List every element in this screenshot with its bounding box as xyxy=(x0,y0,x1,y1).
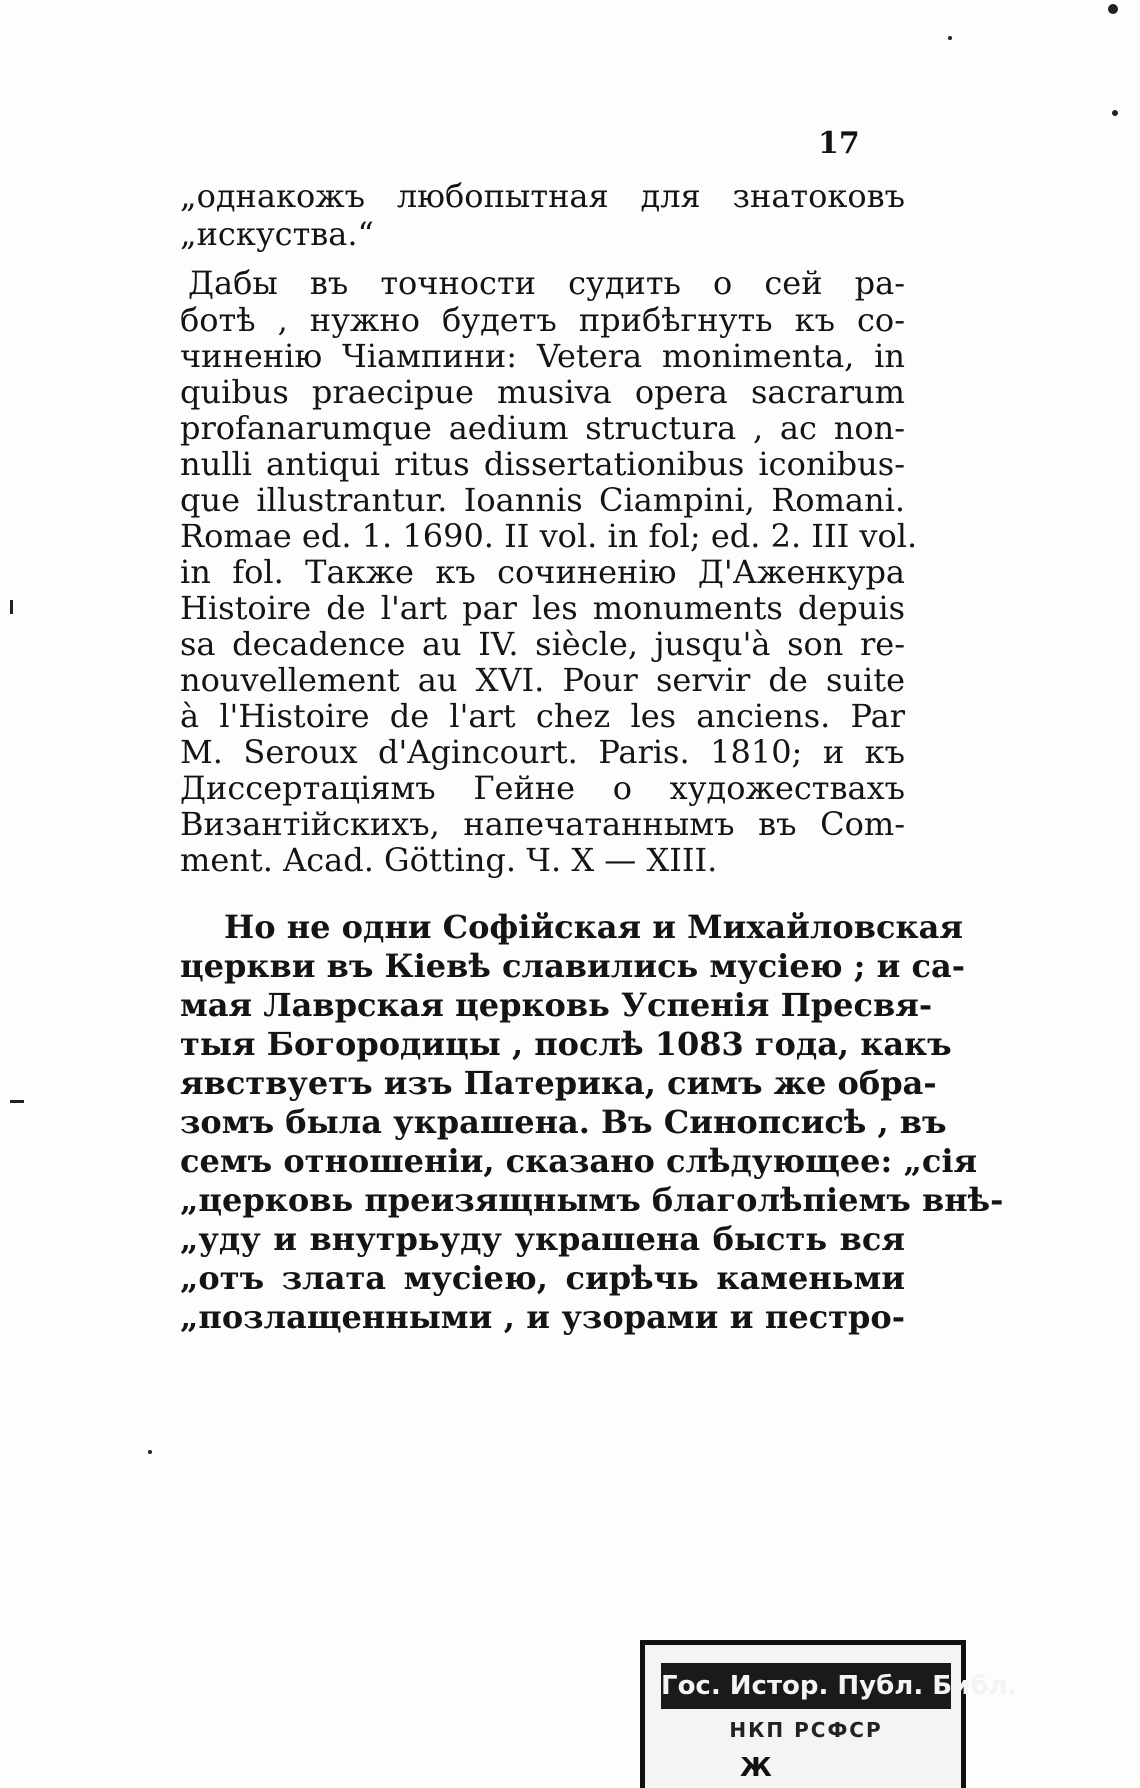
text-line: Но не одни Софійская и Михайловская xyxy=(224,908,963,946)
text-line: семъ отношеніи, сказано слѣдующее: „сія xyxy=(180,1142,978,1180)
text-line: à l'Histoire de l'art chez les anciens. Par xyxy=(180,697,905,735)
scan-speck xyxy=(10,1100,24,1103)
text-line: nulli antiqui ritus dissertationibus iconibus- xyxy=(180,445,905,483)
text-line: Византійскихъ, напечатаннымъ въ Com- xyxy=(180,805,905,843)
stamp-line-1: Гос. Истор. Публ. Библ. xyxy=(661,1663,951,1709)
text-line: церкви въ Кіевѣ славились мусіею ; и са- xyxy=(180,947,965,985)
text-line: in fol. Также къ сочиненію Д'Аженкура xyxy=(180,553,905,591)
text-line: M. Seroux d'Agincourt. Paris. 1810; и къ xyxy=(180,733,905,771)
text-line: зомъ была украшена. Въ Синопсисѣ , въ xyxy=(180,1103,947,1141)
stamp-mark: Ж xyxy=(740,1753,772,1783)
text-line: „позлащенными , и узорами и пестро- xyxy=(180,1298,905,1336)
scan-speck xyxy=(10,600,13,614)
text-line: ment. Acad. Götting. Ч. X — XIII. xyxy=(180,841,718,879)
text-line: ботѣ , нужно будетъ прибѣгнуть къ со- xyxy=(180,301,905,339)
text-line: „однакожъ любопытная для знатоковъ xyxy=(180,177,905,215)
scan-speck xyxy=(1112,110,1118,116)
text-line: „искуства.“ xyxy=(180,215,374,253)
page-number: 17 xyxy=(818,126,860,161)
text-line: quibus praecipue musiva opera sacrarum xyxy=(180,373,905,411)
text-line: que illustrantur. Ioannis Ciampini, Romani. xyxy=(180,481,905,519)
text-line: чиненію Чіампини: Vetera monimenta, in xyxy=(180,337,905,375)
text-line: „уду и внутрьуду украшена бысть вся xyxy=(180,1220,905,1258)
text-line: явствуетъ изъ Патерика, симъ же обра- xyxy=(180,1064,937,1102)
text-line: „церковь преизящнымъ благолѣпіемъ внѣ- xyxy=(180,1181,1004,1219)
scan-speck xyxy=(148,1450,152,1454)
text-line: Histoire de l'art par les monuments depuis xyxy=(180,589,905,627)
text-line: мая Лаврская церковь Успенія Пресвя- xyxy=(180,986,933,1024)
text-line: тыя Богородицы , послѣ 1083 года, какъ xyxy=(180,1025,952,1063)
text-line: Диссертаціямъ Гейне о художествахъ xyxy=(180,769,905,807)
scan-speck xyxy=(1108,4,1118,14)
library-stamp xyxy=(640,1640,1018,1788)
text-line: sa decadence au IV. siècle, jusqu'à son re- xyxy=(180,625,905,663)
text-line: nouvellement au XVI. Pour servir de suite xyxy=(180,661,905,699)
text-line: profanarumque aedium structura , ac non- xyxy=(180,409,905,447)
text-line: Romae ed. 1. 1690. II vol. in fol; ed. 2. III vol. xyxy=(180,517,918,555)
text-line: Дабы въ точности судить о сей ра- xyxy=(188,264,905,302)
stamp-line-2: НКП РСФСР xyxy=(729,1718,883,1742)
scan-speck xyxy=(948,36,952,40)
text-line: „отъ злата мусіею, сирѣчь каменьми xyxy=(180,1259,905,1297)
